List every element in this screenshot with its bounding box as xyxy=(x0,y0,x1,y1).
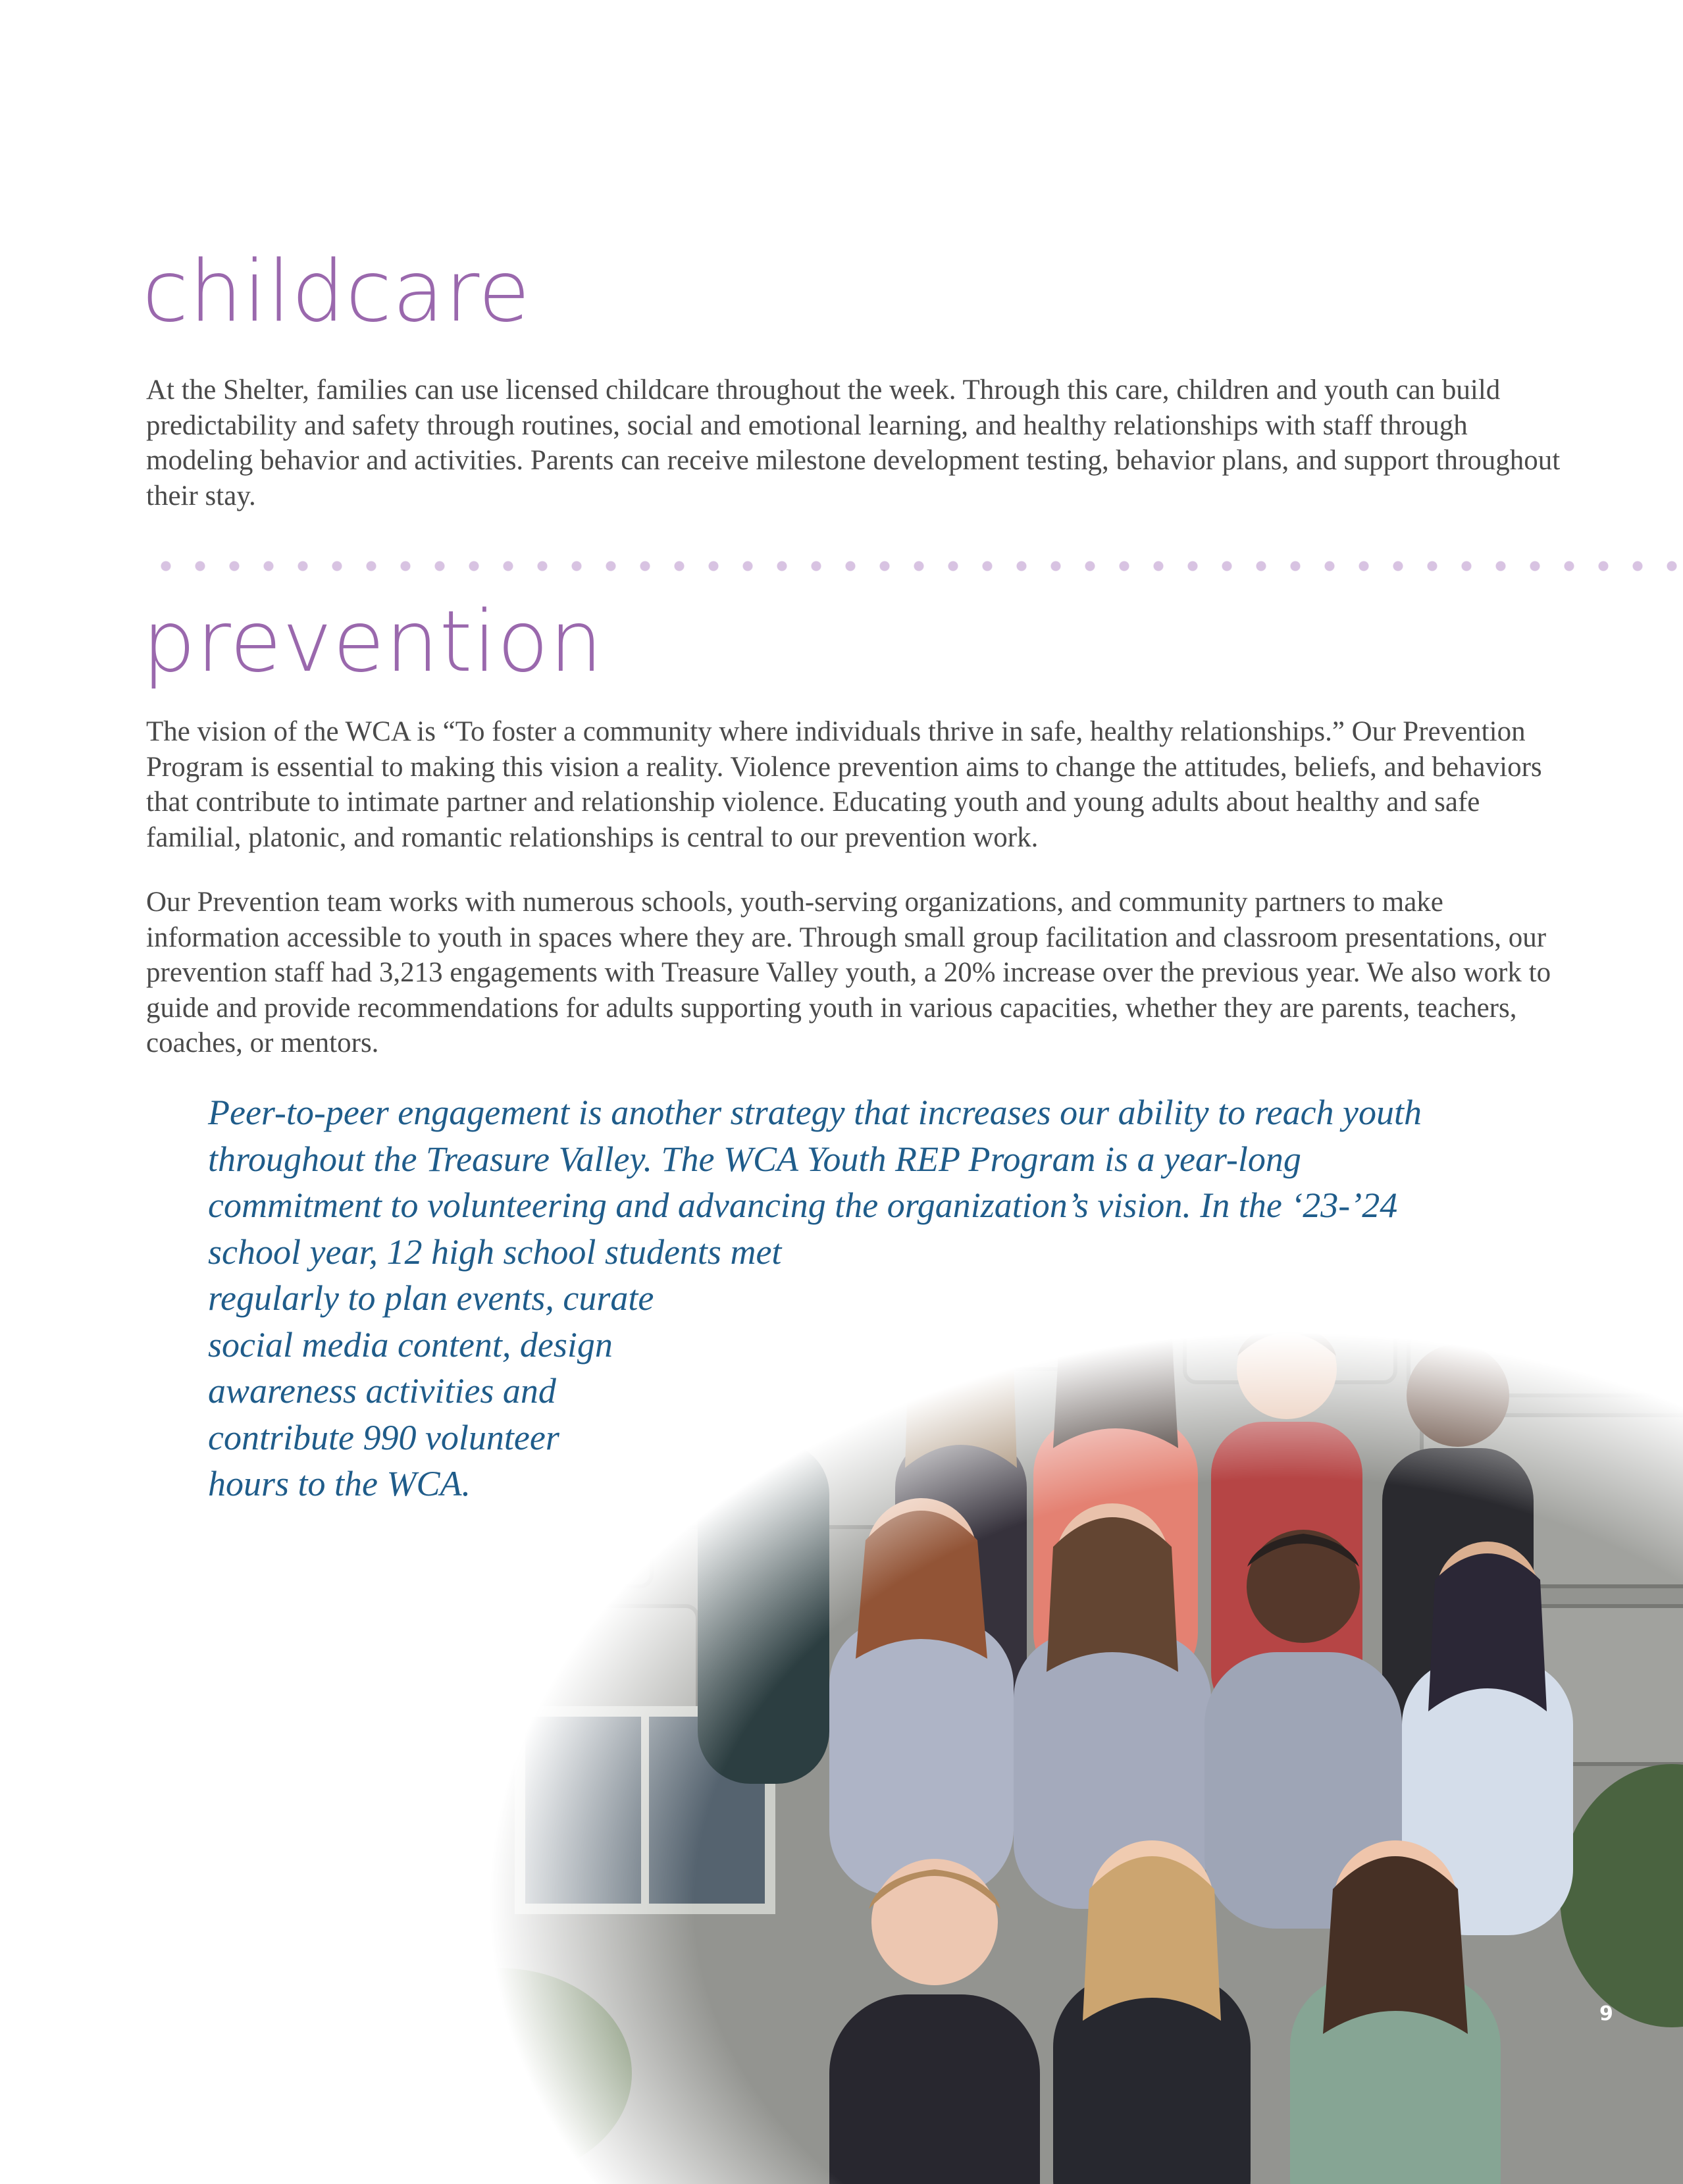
page-number: 9 xyxy=(1599,2002,1613,2025)
quote-line: regularly to plan events, curate xyxy=(208,1278,654,1318)
quote-line: contribute 990 volunteer xyxy=(208,1417,559,1457)
quote-line: hours to the WCA. xyxy=(208,1464,471,1503)
quote-line: awareness activities and xyxy=(208,1371,556,1411)
quote-line: throughout the Treasure Valley. The WCA Youth REP Program is a year-long xyxy=(208,1139,1301,1179)
quote-line: social media content, design xyxy=(208,1324,613,1365)
prevention-paragraph-vision: The vision of the WCA is “To foster a community where individuals thrive in safe, healthy relationships.” Our Prevention Program is essential to making this vision a reality. Violence prevention aims to change the attitudes, beliefs, and behaviors that contribute to intimate partner and relationship violence. Educating youth and young adults about healthy and safe familial, platonic, and romantic relationships is central to our prevention work. xyxy=(146,716,1542,853)
quote-line: school year, 12 high school students met xyxy=(208,1232,782,1272)
prevention-heading: prevention xyxy=(142,593,604,691)
youth-rep-quote xyxy=(208,1089,1422,1507)
quote-line: Peer-to-peer engagement is another strategy that increases our ability to reach youth xyxy=(208,1093,1422,1132)
childcare-heading: childcare xyxy=(142,243,531,341)
prevention-paragraph-team: Our Prevention team works with numerous schools, youth-serving organizations, and community partners to make information accessible to youth in spaces where they are. Through small group facilitation and classroom presentations, our prevention staff had 3,213 engagements with Treasure Valley youth, a 20% increase over the previous year. We also work to guide and provide recommendations for adults supporting youth in various capacities, whether they are parents, teachers, coaches, or mentors. xyxy=(146,887,1551,1058)
dotted-divider xyxy=(161,561,1683,571)
childcare-paragraph: At the Shelter, families can use licensed childcare throughout the week. Through this care, children and youth can build predictability and safety through routines, social and emotional learning, and healthy relationships with staff through modeling behavior and activities. Parents can receive milestone development testing, behavior plans, and support throughout their stay. xyxy=(146,375,1561,511)
quote-line: commitment to volunteering and advancing the organization’s vision. In the ‘23-’24 xyxy=(208,1185,1398,1225)
